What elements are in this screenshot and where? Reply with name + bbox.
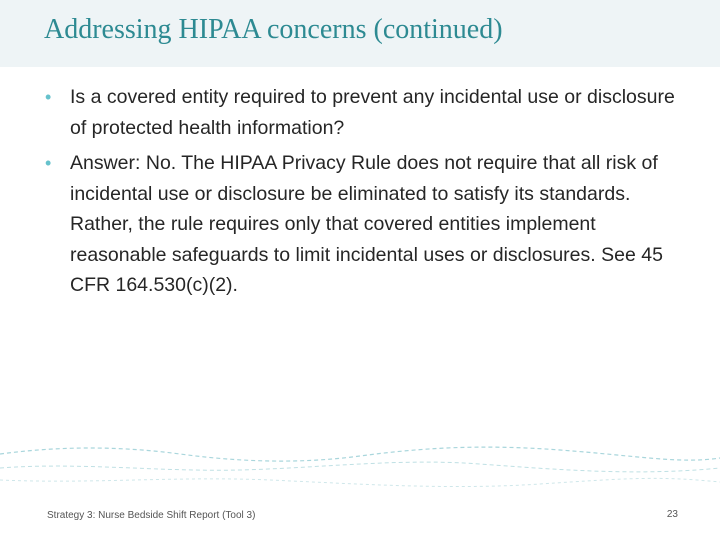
bullet-text: Answer: No. The HIPAA Privacy Rule does not require that all risk of incidental use or disclosure be eliminated to satisfy its standards. Rather, the rule requires only that covered entities implement reasonable safeguards to limit incidental uses or disclosures. See 45 CFR 164.530(c)(2). <box>70 152 663 296</box>
wave-line <box>0 478 720 486</box>
bullet-marker: • <box>45 87 52 107</box>
page-number: 23 <box>666 509 678 520</box>
bullet-list <box>0 82 720 306</box>
bullet-marker: • <box>45 153 52 173</box>
bullet-item <box>0 148 720 301</box>
wave-line <box>0 462 720 472</box>
decorative-waves <box>0 440 720 500</box>
footer-text: Strategy 3: Nurse Bedside Shift Report (Tool 3) <box>47 510 256 521</box>
slide-title: Addressing HIPAA concerns (continued) <box>44 14 503 45</box>
bullet-item <box>0 82 720 143</box>
wave-line <box>0 447 720 461</box>
bullet-text: Is a covered entity required to prevent any incidental use or disclosure of protected health information? <box>70 86 675 139</box>
